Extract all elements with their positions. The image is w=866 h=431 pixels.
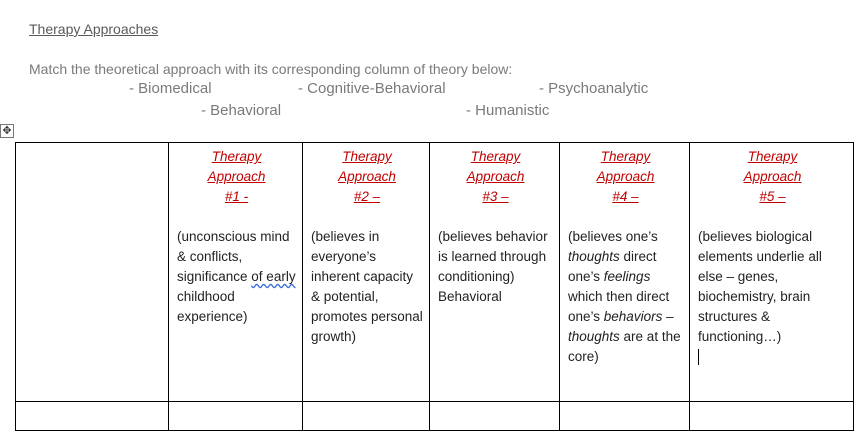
approach-4-cell[interactable]: [560, 143, 690, 402]
approach-4-description: (believes one’s thoughts direct one’s feelings which then direct one’s behaviors – thoughts are at the core): [568, 229, 681, 364]
text-cursor: [698, 349, 699, 365]
empty-cell[interactable]: [430, 402, 560, 431]
approach-2-description: (believes in everyone’s inherent capacity & potential, promotes personal growth): [311, 229, 423, 344]
approach-2-cell[interactable]: [303, 143, 430, 402]
option-biomedical: - Biomedical: [129, 80, 212, 97]
approach-3-heading: Therapy Approach #3 –: [466, 149, 525, 204]
instructions-text: Match the theoretical approach with its corresponding column of theory below:: [29, 61, 513, 77]
theory-table: [15, 142, 854, 431]
approach-1-description: (unconscious mind & conflicts, significance of early childhood experience): [177, 229, 296, 324]
empty-cell[interactable]: [169, 402, 303, 431]
option-psychoanalytic: - Psychoanalytic: [539, 80, 649, 97]
table-row: [16, 143, 854, 402]
blank-label-cell[interactable]: [16, 143, 169, 402]
approach-3-answer: Behavioral: [438, 289, 502, 304]
approach-2-heading: Therapy Approach #2 –: [338, 149, 396, 204]
empty-cell[interactable]: [16, 402, 169, 431]
approach-5-cell[interactable]: [690, 143, 854, 402]
spelling-flag: of early: [251, 269, 296, 284]
empty-cell[interactable]: [303, 402, 430, 431]
approach-3-cell[interactable]: [430, 143, 560, 402]
move-arrows-icon[interactable]: ✥: [0, 124, 14, 138]
option-cognitive-behavioral: - Cognitive-Behavioral: [298, 80, 446, 97]
approach-4-heading: Therapy Approach #4 –: [596, 149, 655, 204]
empty-cell[interactable]: [560, 402, 690, 431]
approach-1-heading: Therapy Approach #1 -: [207, 149, 266, 204]
approach-5-description: (believes biological elements underlie all else – genes, biochemistry, brain structures & functioning…): [698, 227, 847, 367]
approach-3-description: (believes behavior is learned through conditioning) Behavioral: [438, 229, 548, 304]
approach-1-cell[interactable]: [169, 143, 303, 402]
document-title: Therapy Approaches: [29, 21, 159, 37]
option-humanistic: - Humanistic: [466, 102, 550, 119]
option-behavioral: - Behavioral: [201, 102, 282, 119]
approach-5-heading: Therapy Approach #5 –: [743, 149, 802, 204]
table-row: [16, 402, 854, 431]
empty-cell[interactable]: [690, 402, 854, 431]
